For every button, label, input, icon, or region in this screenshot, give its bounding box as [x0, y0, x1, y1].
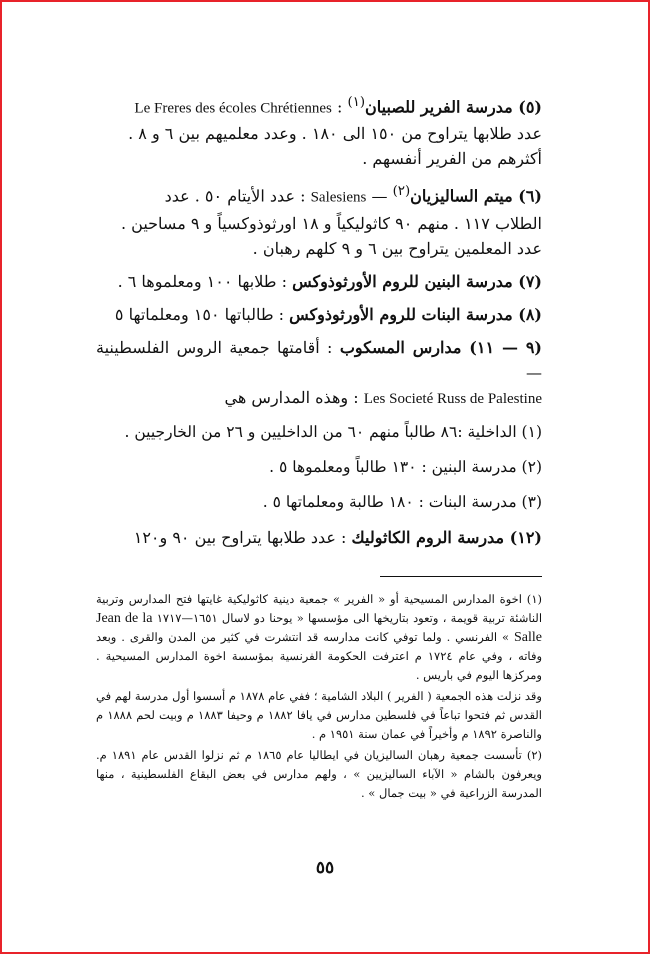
- item-5-sep: :: [336, 97, 343, 117]
- item-6-sep: —: [371, 186, 388, 206]
- item-7-text: : طلابها ١٠٠ ومعلموها ٦ .: [117, 271, 287, 291]
- item-6-heading: (٦) ميتم الساليزيان: [410, 186, 542, 206]
- item-6-foreign: Salesiens: [310, 189, 367, 206]
- item-6-line-2: عدد المعلمين يتراوح بين ٦ و ٩ كلهم رهبان .: [252, 238, 542, 258]
- footnotes: [96, 590, 542, 805]
- footnote-ref-2: (٢): [392, 184, 411, 200]
- footnote-2: (٢) تأسست جمعية رهبان الساليزيان في ايطاليا عام ١٨٦٥ م ثم نزلوا القدس عام ١٨٩١ م. ويعرفون بالشام « الآباء الساليزيين » ، ولهم مدارس في بعض البقاع الفلسطينية ، منها المدرسة الزراعية في « بيت جمال » .: [96, 748, 542, 800]
- main-text: [96, 90, 542, 558]
- footnote-1: [96, 590, 542, 685]
- footnote-1-continued: وقد نزلت هذه الجمعية ( الفرير ) البلاد الشامية ؛ ففي عام ١٨٧٨ م أسسوا أول مدرسة لهم في القدس ثم فتحوا تباعاً في فلسطين مدارس في يافا ١٨٨٢ م وحيفا ١٨٨٣ م وبيت لحم ١٨٨٨ م والناصرة ١٨٩٢ م وأخيراً في عمان سنة ١٩٥١ م .: [96, 689, 542, 741]
- item-7: [96, 269, 542, 294]
- item-8-text: : طالباتها ١٥٠ ومعلماتها ٥: [114, 304, 285, 324]
- subitem-1: (١) الداخلية :٨٦ طالباً منهم ٦٠ من الداخليين و ٢٦ من الخارجيين .: [124, 422, 542, 441]
- item-8-heading: (٨) مدرسة البنات للروم الأورثوذوكس: [289, 304, 542, 324]
- item-5-line-1: عدد طلابها يتراوح من ١٥٠ الى ١٨٠ . وعدد معلميهم بين ٦ و ٨ .: [128, 124, 542, 144]
- item-5-foreign: Le Freres des écoles Chrétiennes: [134, 100, 332, 117]
- item-5-heading: (٥) مدرسة الفرير للصبيان: [365, 97, 542, 117]
- item-9-11-foreign: Les Societé Russ de Palestine: [363, 390, 542, 407]
- item-9-11: [96, 335, 542, 412]
- item-6: [96, 179, 542, 260]
- item-6-tail: : عدد الأيتام ٥٠ . عدد: [164, 186, 306, 206]
- footnote-ref-1: (١): [347, 95, 366, 110]
- item-5-line-2: أكثرهم من الفرير أنفسهم .: [362, 149, 542, 169]
- item-9-11-text: : أقامتها جمعية الروس الفلسطينية —: [96, 337, 542, 382]
- item-9-11-line-2: [96, 385, 542, 412]
- item-12-heading: (١٢) مدرسة الروم الكاثوليك: [351, 527, 542, 547]
- item-12: [96, 525, 542, 550]
- subitem-2: (٢) مدرسة البنين : ١٣٠ طالباً ومعلموها ٥ .: [269, 457, 542, 476]
- item-9-11-heading: (٩ — ١١) مدارس المسكوب: [339, 337, 542, 357]
- page-number: ٥٥: [315, 858, 335, 878]
- item-12-text: : عدد طلابها يتراوح بين ٩٠ و١٢٠: [133, 527, 347, 547]
- item-8: [96, 302, 542, 327]
- item-5: [96, 90, 542, 171]
- footnote-1-part-b: » الفرنسي . ولما توفي كانت مدارسه قد انتشرت في كثير من المدن والقرى . وبعد وفاته ، وفي عام ١٧٢٤ م اعترفت الحكومة الفرنسية بمؤسسة اخوة المدارس المسيحية . ومركزها اليوم في باريس .: [96, 630, 542, 682]
- footnote-1-part-a: (١) اخوة المدارس المسيحية أو « الفرير » جمعية دينية كاثوليكية غايتها فتح المدارس وتربية الناشئة تربية قويمة ، وتعود بتاريخها الى مؤسسها « يوحنا دو لاسال ١٦٥١—١٧١٧: [96, 592, 543, 625]
- footnote-divider: [380, 576, 542, 577]
- footnote-1-foreign: Jean de la Salle: [96, 611, 542, 645]
- item-9-11-tail: : وهذه المدارس هي: [224, 387, 359, 407]
- subitem-3: (٣) مدرسة البنات : ١٨٠ طالبة ومعلماتها ٥ .: [262, 492, 542, 511]
- item-6-line-1: الطلاب ١١٧ . منهم ٩٠ كاثوليكياً و ١٨ اورثوذوكسياً و ٩ مساحين .: [120, 213, 542, 233]
- item-7-heading: (٧) مدرسة البنين للروم الأورثوذوكس: [292, 271, 542, 291]
